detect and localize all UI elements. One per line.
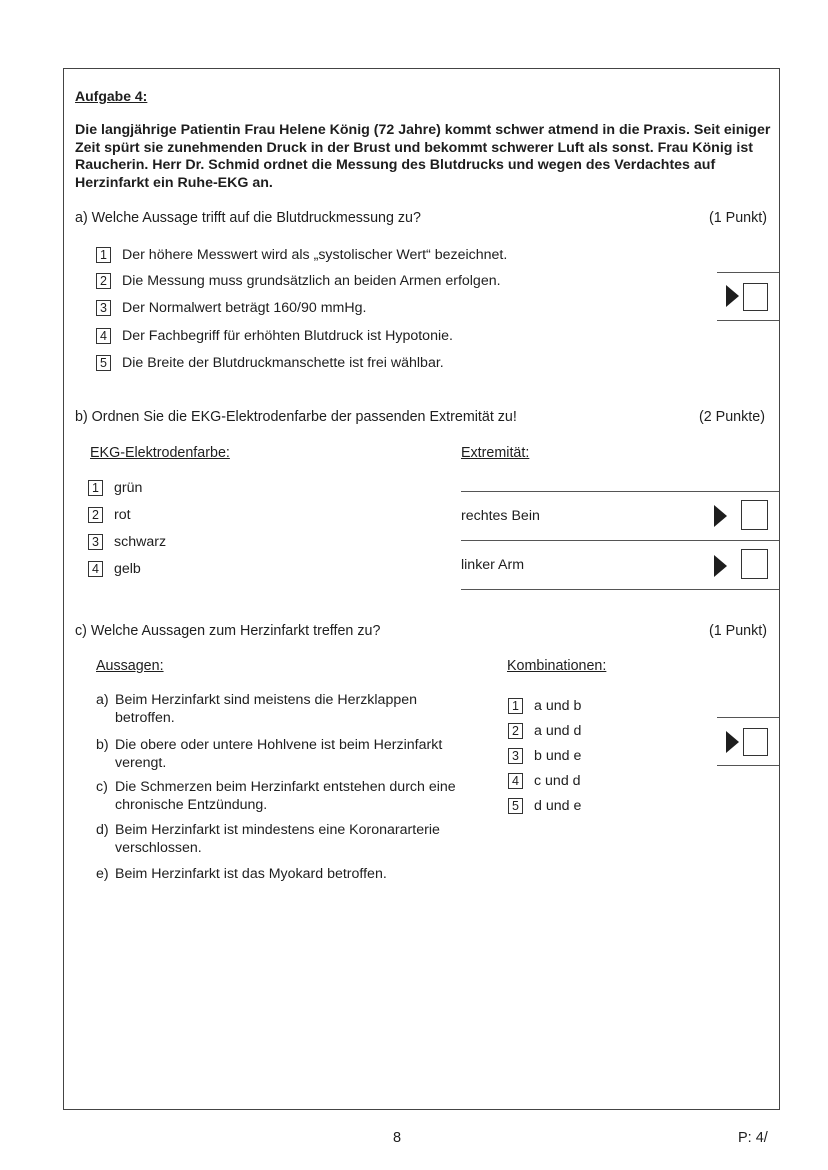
answer-box-a[interactable] bbox=[743, 283, 768, 311]
statement-b bbox=[96, 737, 496, 772]
combination-5[interactable] bbox=[508, 798, 581, 814]
statement-text: Die Schmerzen beim Herzinfarkt entstehen durch eine chronische Entzündung. bbox=[115, 779, 456, 813]
statement-letter: c) bbox=[96, 779, 108, 795]
option-number: 4 bbox=[508, 773, 523, 789]
statement-text: Beim Herzinfarkt ist mindestens eine Koronararterie verschlossen. bbox=[115, 822, 440, 856]
row-divider bbox=[461, 491, 779, 492]
option-text: Der Fachbegriff für erhöhten Blutdruck ist Hypotonie. bbox=[122, 328, 453, 344]
option-text: grün bbox=[114, 480, 143, 496]
option-number: 4 bbox=[88, 561, 103, 577]
statement-letter: e) bbox=[96, 866, 109, 882]
answer-box-right-leg[interactable] bbox=[741, 500, 768, 530]
option-number: 5 bbox=[508, 798, 523, 814]
combination-4[interactable] bbox=[508, 773, 581, 789]
electrode-color-3 bbox=[88, 534, 166, 550]
column-header-combinations: Kombinationen: bbox=[507, 658, 607, 674]
combination-2[interactable] bbox=[508, 723, 581, 739]
option-a-1[interactable] bbox=[96, 247, 507, 263]
points-b: (2 Punkte) bbox=[699, 409, 765, 425]
column-header-extremity: Extremität: bbox=[461, 445, 530, 461]
option-number: 3 bbox=[88, 534, 103, 550]
arrow-right-icon bbox=[726, 731, 739, 753]
option-number: 3 bbox=[96, 300, 111, 316]
column-header-electrode-color: EKG-Elektrodenfarbe: bbox=[90, 445, 230, 461]
option-number: 1 bbox=[96, 247, 111, 263]
combination-3[interactable] bbox=[508, 748, 581, 764]
answer-line-bottom bbox=[717, 320, 779, 321]
task-title: Aufgabe 4: bbox=[75, 88, 148, 104]
statement-e bbox=[96, 866, 496, 884]
electrode-color-2 bbox=[88, 507, 131, 523]
points-c: (1 Punkt) bbox=[709, 623, 768, 639]
option-text: schwarz bbox=[114, 534, 167, 550]
arrow-right-icon bbox=[714, 505, 727, 527]
option-a-4[interactable] bbox=[96, 328, 453, 344]
task-intro: Die langjährige Patientin Frau Helene König (72 Jahre) kommt schwer atmend in die Praxis. Seit einiger Zeit spürt sie zunehmenden Druck in der Brust und bekommt schwerer Luft als sonst. Frau König ist Raucherin. Herr Dr. Schmid ordnet die Messung des Blutdrucks und wegen des Verdachtes auf Herzinfarkt ein Ruhe-EKG an. bbox=[75, 122, 771, 191]
statement-c bbox=[96, 779, 496, 814]
option-number: 4 bbox=[96, 328, 111, 344]
statement-text: Beim Herzinfarkt ist das Myokard betroffen. bbox=[115, 866, 387, 882]
statement-a bbox=[96, 692, 496, 727]
page-code: P: 4/ bbox=[738, 1130, 768, 1146]
statement-letter: d) bbox=[96, 822, 109, 838]
arrow-right-icon bbox=[726, 285, 739, 307]
option-text: rot bbox=[114, 507, 131, 523]
question-c: c) Welche Aussagen zum Herzinfarkt treffen zu? bbox=[75, 623, 381, 639]
question-b: b) Ordnen Sie die EKG-Elektrodenfarbe der passenden Extremität zu! bbox=[75, 409, 517, 425]
option-text: Die Breite der Blutdruckmanschette ist frei wählbar. bbox=[122, 355, 444, 371]
points-a: (1 Punkt) bbox=[709, 210, 768, 226]
option-a-3[interactable] bbox=[96, 300, 366, 316]
option-text: a und d bbox=[534, 723, 582, 739]
option-a-5[interactable] bbox=[96, 355, 444, 371]
column-header-statements: Aussagen: bbox=[96, 658, 164, 674]
page-number: 8 bbox=[393, 1130, 402, 1146]
option-text: a und b bbox=[534, 698, 582, 714]
answer-line-top bbox=[717, 717, 779, 718]
option-number: 5 bbox=[96, 355, 111, 371]
answer-box-c[interactable] bbox=[743, 728, 768, 756]
option-text: Der Normalwert beträgt 160/90 mmHg. bbox=[122, 300, 367, 316]
option-number: 1 bbox=[508, 698, 523, 714]
answer-box-left-arm[interactable] bbox=[741, 549, 768, 579]
option-text: gelb bbox=[114, 561, 141, 577]
option-number: 2 bbox=[508, 723, 523, 739]
statement-text: Beim Herzinfarkt sind meistens die Herzklappen betroffen. bbox=[115, 692, 418, 726]
answer-line-bottom bbox=[717, 765, 779, 766]
option-number: 3 bbox=[508, 748, 523, 764]
option-text: Die Messung muss grundsätzlich an beiden Armen erfolgen. bbox=[122, 273, 501, 289]
combination-1[interactable] bbox=[508, 698, 581, 714]
electrode-color-1 bbox=[88, 480, 142, 496]
row-divider bbox=[461, 540, 779, 541]
option-number: 2 bbox=[88, 507, 103, 523]
statement-letter: a) bbox=[96, 692, 109, 708]
row-divider bbox=[461, 589, 779, 590]
option-text: c und d bbox=[534, 773, 581, 789]
arrow-right-icon bbox=[714, 555, 727, 577]
answer-line-top bbox=[717, 272, 779, 273]
extremity-left-arm: linker Arm bbox=[461, 557, 525, 573]
electrode-color-4 bbox=[88, 561, 141, 577]
option-text: b und e bbox=[534, 748, 582, 764]
option-a-2[interactable] bbox=[96, 273, 501, 289]
option-text: Der höhere Messwert wird als „systolischer Wert“ bezeichnet. bbox=[122, 247, 508, 263]
option-number: 1 bbox=[88, 480, 103, 496]
question-a: a) Welche Aussage trifft auf die Blutdruckmessung zu? bbox=[75, 210, 421, 226]
statement-letter: b) bbox=[96, 737, 109, 753]
option-text: d und e bbox=[534, 798, 582, 814]
statement-d bbox=[96, 822, 496, 857]
statement-text: Die obere oder untere Hohlvene ist beim Herzinfarkt verengt. bbox=[115, 737, 443, 771]
option-number: 2 bbox=[96, 273, 111, 289]
extremity-right-leg: rechtes Bein bbox=[461, 508, 540, 524]
